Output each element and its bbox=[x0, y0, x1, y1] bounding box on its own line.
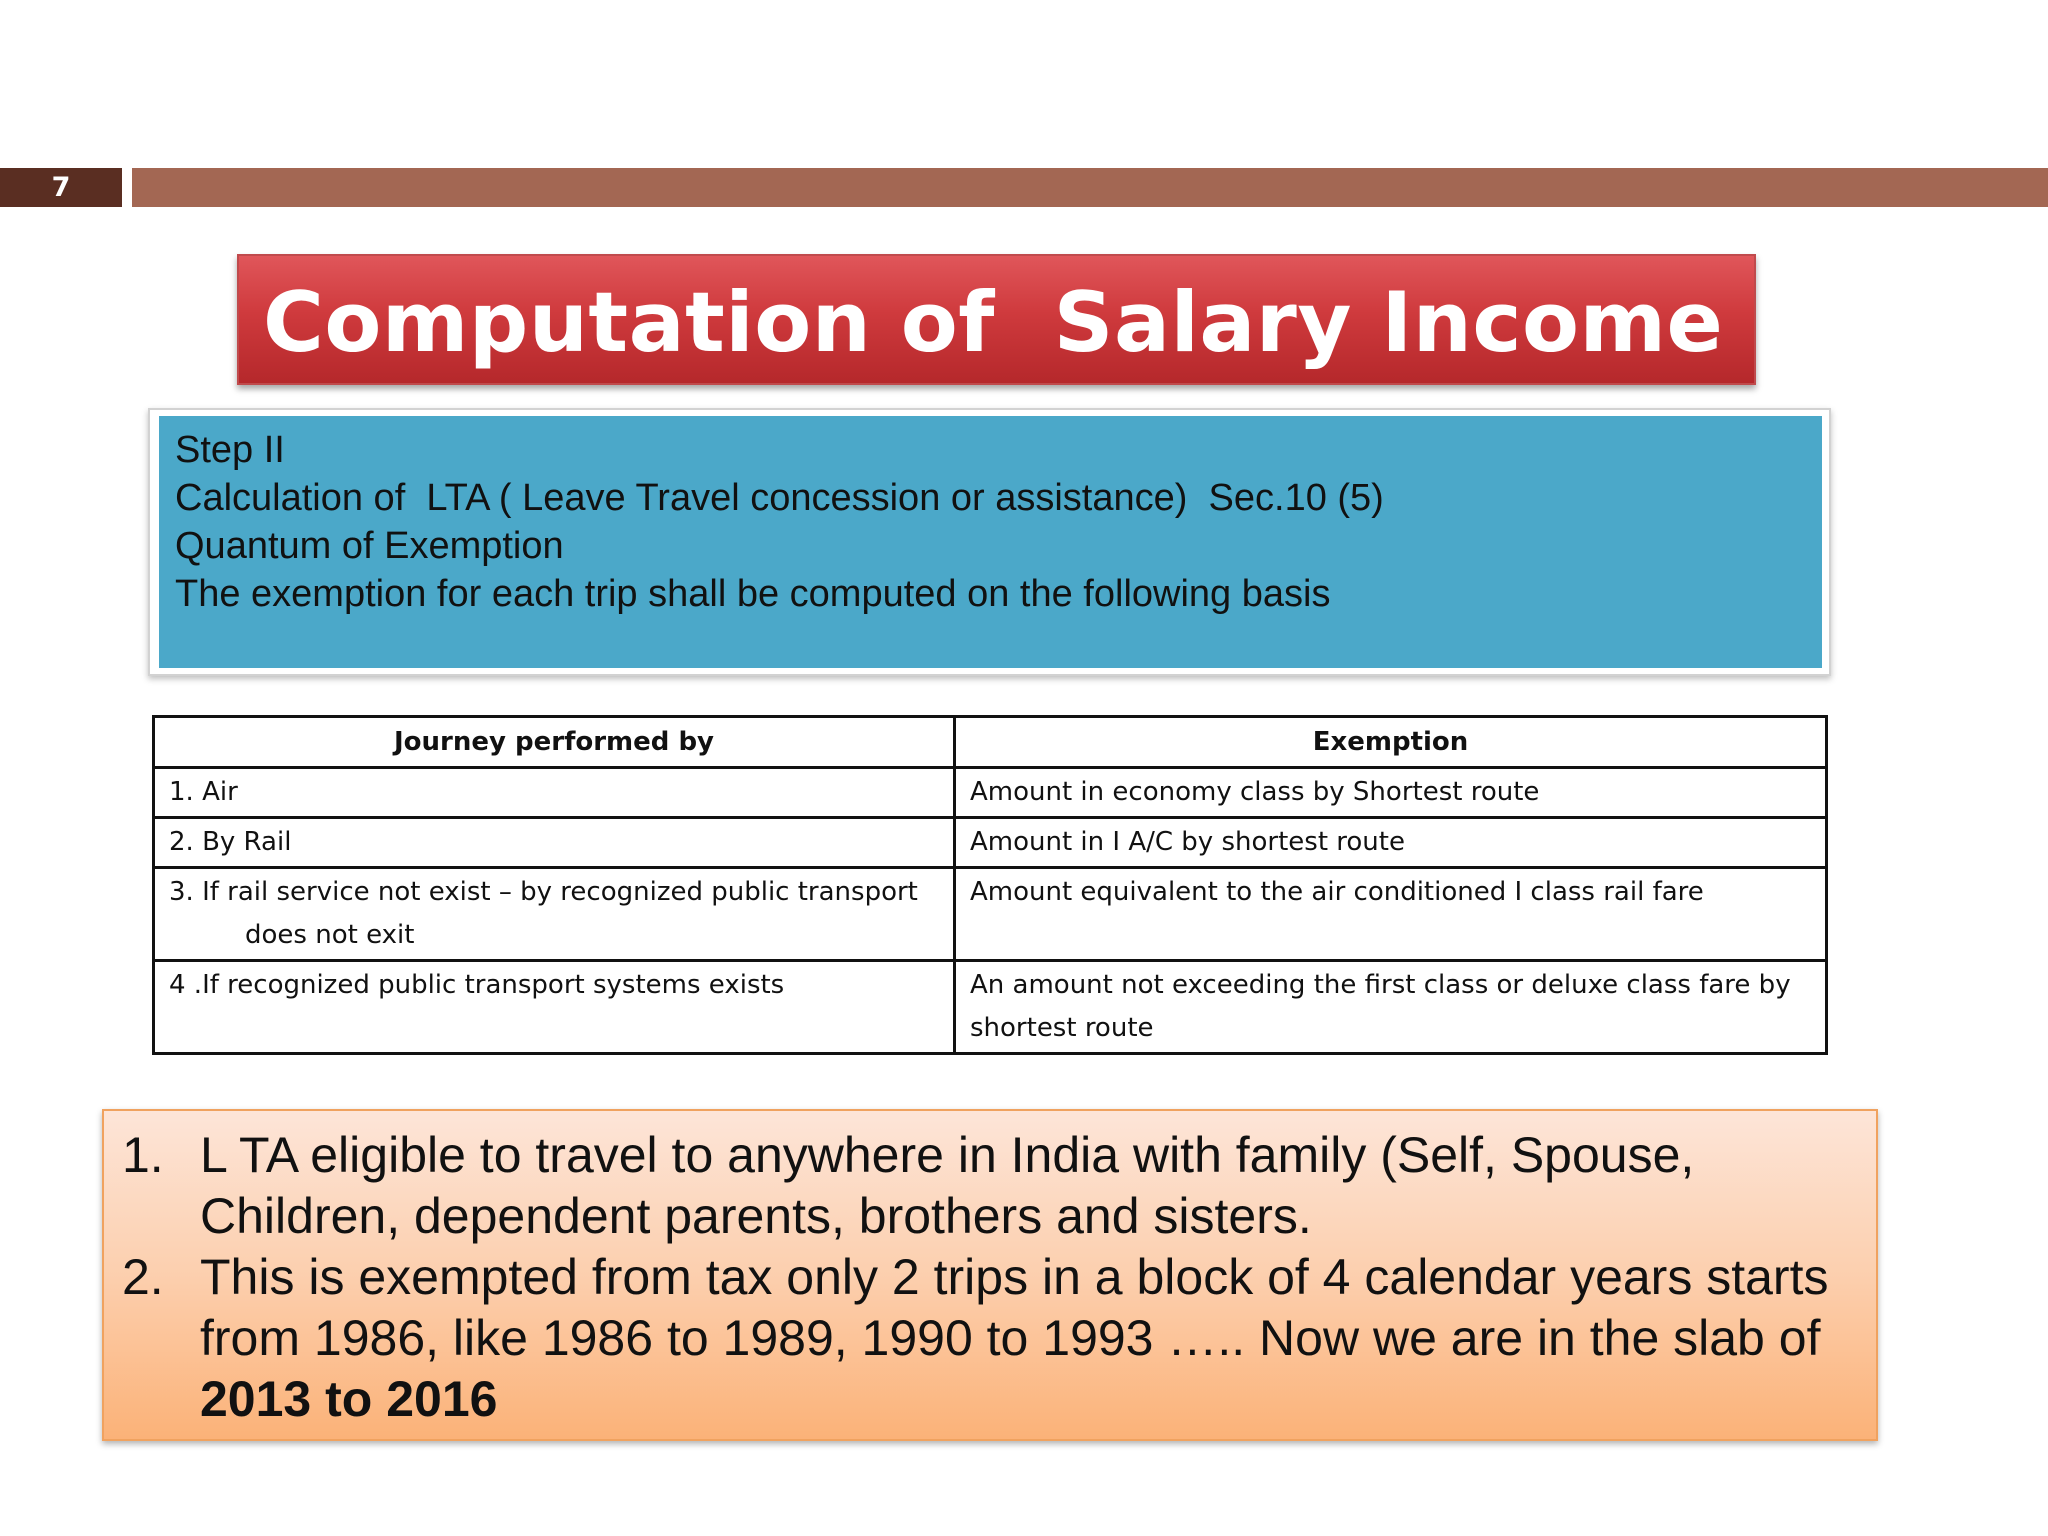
info-box-frame bbox=[148, 408, 1831, 676]
table-row bbox=[154, 961, 1827, 1054]
table-row bbox=[154, 818, 1827, 868]
journey-text: 3. If rail service not exist – by recognized public transport bbox=[169, 877, 918, 907]
header-exemption: Exemption bbox=[955, 717, 1827, 768]
journey-cell: 1. Air bbox=[154, 768, 955, 818]
note-text: L TA eligible to travel to anywhere in India with family (Self, Spouse, Children, dependent parents, brothers and sisters. bbox=[200, 1127, 1695, 1244]
lta-calculation-line: Calculation of LTA ( Leave Travel concession or assistance) Sec.10 (5) bbox=[175, 477, 1384, 519]
exemption-cell: Amount in economy class by Shortest route bbox=[955, 768, 1827, 818]
exemption-cell: Amount in I A/C by shortest route bbox=[955, 818, 1827, 868]
list-item bbox=[122, 1125, 1862, 1247]
notes-list bbox=[122, 1125, 1862, 1430]
basis-line: The exemption for each trip shall be computed on the following basis bbox=[175, 573, 1331, 615]
block-period: 2013 to 2016 bbox=[200, 1371, 498, 1427]
table-header-row bbox=[154, 717, 1827, 768]
slide-number-label: 7 bbox=[51, 172, 71, 203]
quantum-line: Quantum of Exemption bbox=[175, 525, 564, 567]
note-text-wrapper bbox=[200, 1247, 1862, 1430]
info-box bbox=[159, 416, 1822, 668]
journey-text-continued: does not exit bbox=[245, 920, 415, 950]
header-bar bbox=[132, 168, 2048, 207]
journey-cell bbox=[154, 868, 955, 961]
exemption-cell: Amount equivalent to the air conditioned I class rail fare bbox=[955, 868, 1827, 961]
journey-cell: 4 .If recognized public transport systems exists bbox=[154, 961, 955, 1054]
journey-cell: 2. By Rail bbox=[154, 818, 955, 868]
slide-number bbox=[0, 168, 122, 207]
notes-box bbox=[102, 1109, 1878, 1441]
slide-title: Computation of Salary Income bbox=[263, 274, 1724, 371]
step-heading: Step II bbox=[175, 429, 285, 471]
lta-exemption-table bbox=[152, 715, 1828, 1055]
note-text: This is exempted from tax only 2 trips in a block of 4 calendar years starts from 1986, like 1986 to 1989, 1990 to 1993 ….. Now we are in the slab of bbox=[200, 1249, 1829, 1366]
table-row bbox=[154, 768, 1827, 818]
exemption-cell: An amount not exceeding the first class or deluxe class fare by shortest route bbox=[955, 961, 1827, 1054]
title-banner bbox=[237, 254, 1756, 385]
table-row bbox=[154, 868, 1827, 961]
list-number: 1. bbox=[122, 1127, 164, 1183]
list-item bbox=[122, 1247, 1862, 1430]
list-number: 2. bbox=[122, 1249, 164, 1305]
header-journey: Journey performed by bbox=[154, 717, 955, 768]
